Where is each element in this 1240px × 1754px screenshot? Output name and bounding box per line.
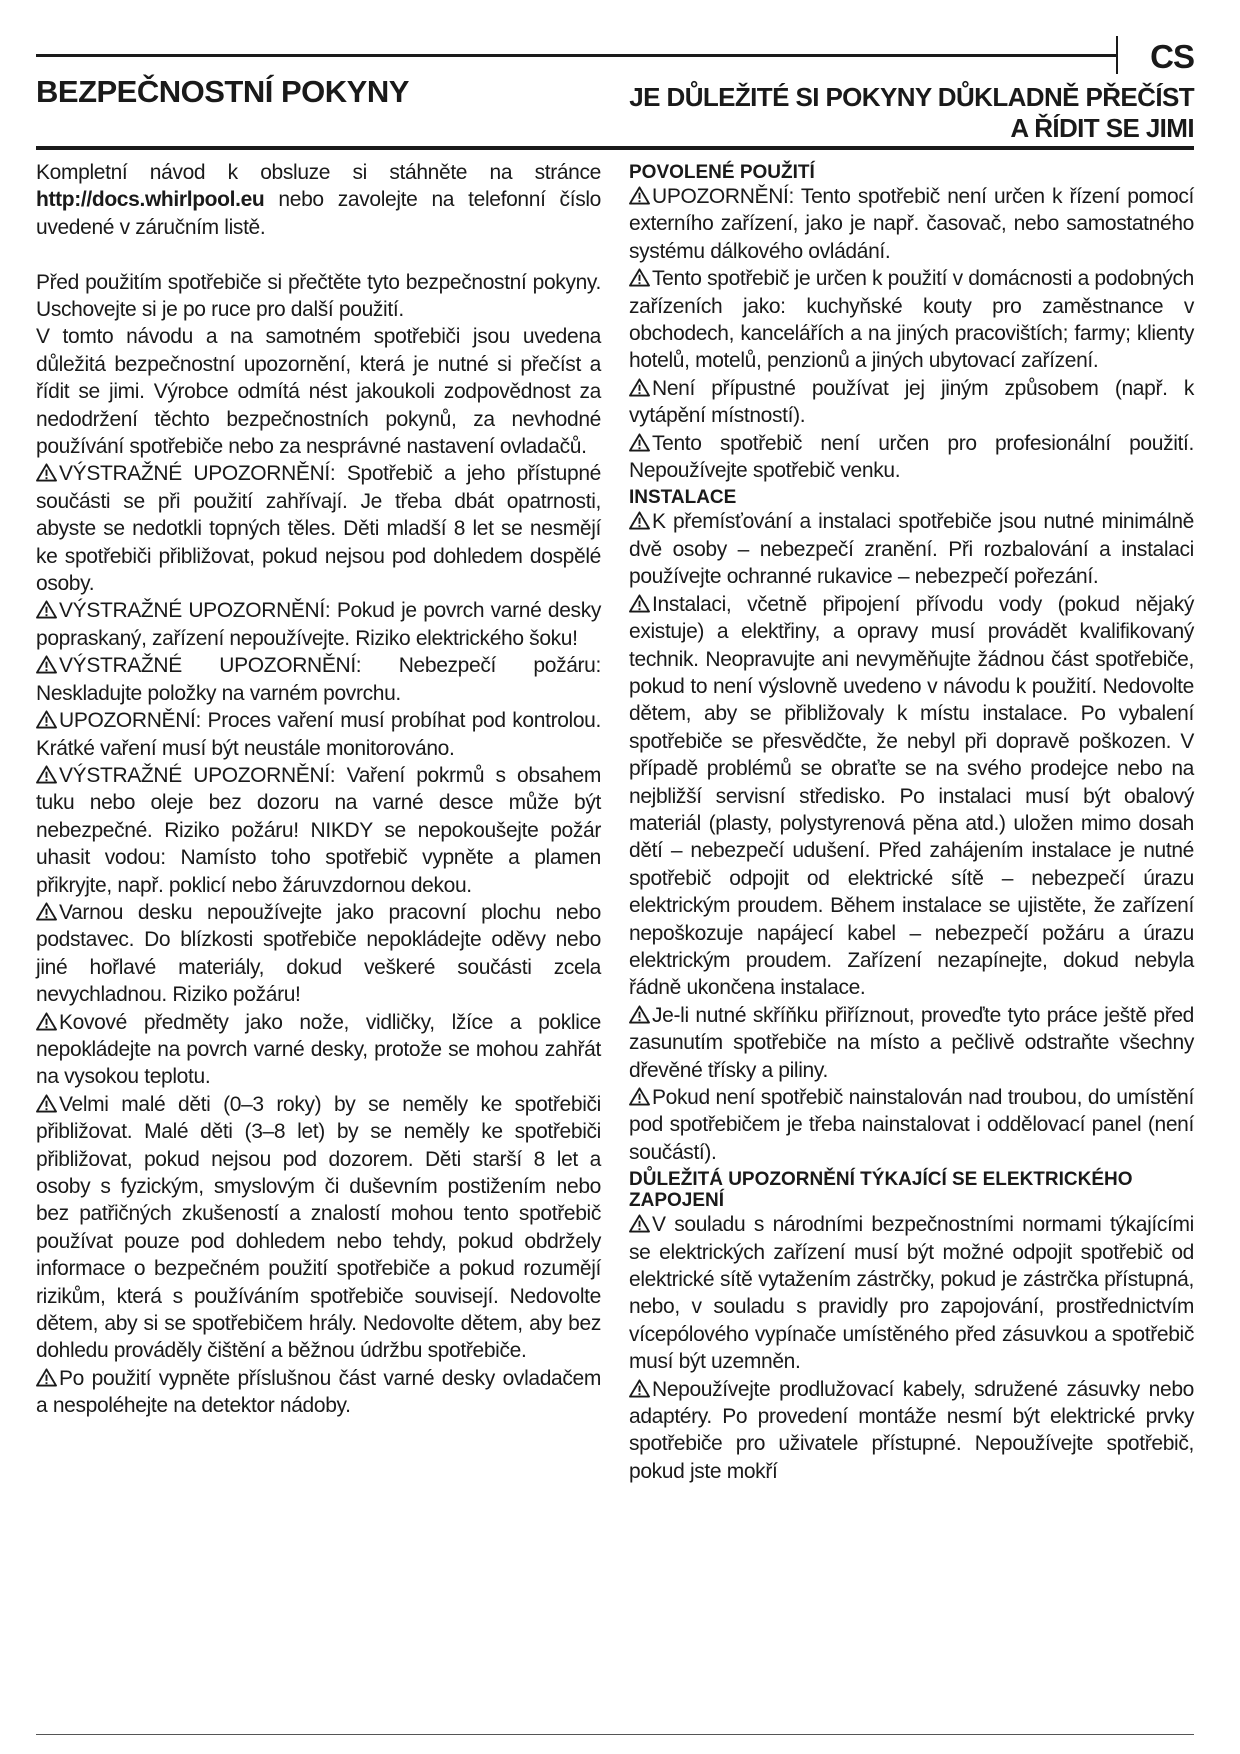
right-column [629, 159, 1194, 1485]
warning-icon [36, 599, 57, 618]
paragraph: Před použitím spotřebiče si přečtěte tyto bezpečnostní pokyny. Uschovejte si je po ruce pro další použití. [36, 270, 601, 322]
left-column [36, 159, 601, 1420]
spacer [36, 241, 601, 268]
warning-paragraph [36, 707, 601, 762]
warning-icon [629, 185, 650, 204]
intro-paragraph [36, 159, 601, 241]
warning-icon [629, 1004, 650, 1023]
warning-paragraph [36, 1365, 601, 1420]
warning-icon [629, 1086, 650, 1105]
bottom-rule [36, 1734, 1194, 1735]
warning-text: Po použití vypněte příslušnou část varné desky ovladačem a nespoléhejte na detektor nádoby. [36, 1366, 601, 1418]
language-divider [1116, 36, 1118, 74]
warning-paragraph [36, 597, 601, 652]
intro-text: Kompletní návod k obsluze si stáhněte na stránce [36, 161, 601, 184]
warning-icon [36, 1367, 57, 1386]
warning-icon [629, 510, 650, 529]
warning-text: Velmi malé děti (0–3 roky) by se neměly ke spotřebiči přibližovat. Malé děti (3–8 let) by se neměly ke spotřebiči přibližovat, pokud nejsou pod dozorem. Děti starší 8 let a osoby s fyzickým, smyslovým či duševním postižením nebo bez patřičných zkušeností a znalostí mohou tento spotřebič používat pouze pod dohledem nebo tehdy, pokud obdržely informace o bezpečném použití spotřebiče a pokud rozumějí rizikům, která s používáním spotřebiče souvisejí. Nedovolte dětem, aby si se spotřebičem hrály. Nedovolte dětem, aby bez dohledu prováděly čištění a běžnou údržbu spotřebiče. [36, 1092, 601, 1363]
warning-text: Tento spotřebič je určen k použití v domácnosti a podobných zařízeních jako: kuchyňské kouty pro zaměstnance v obchodech, kancelářích a na jiných pracovištích; farmy; klienty hotelů, motelů, penzionů a jiných ubytovací zařízení. [629, 267, 1195, 373]
warning-icon [36, 901, 57, 920]
section-heading: DŮLEŽITÁ UPOZORNĚNÍ TÝKAJÍCÍ SE ELEKTRICKÉHO ZAPOJENÍ [629, 1169, 1133, 1212]
subtitle-line: JE DŮLEŽITÉ SI POKYNY DŮKLADNĚ PŘEČÍST [629, 82, 1194, 112]
warning-text: Není přípustné používat jej jiným způsobem (např. k vytápění místností). [629, 376, 1194, 428]
warning-icon [36, 709, 57, 728]
warning-paragraph [629, 1376, 1194, 1486]
language-code: CS [1150, 38, 1194, 75]
warning-icon [36, 1093, 57, 1112]
warning-icon [629, 377, 650, 396]
warning-icon [36, 1011, 57, 1030]
warning-text: VÝSTRAŽNÉ UPOZORNĚNÍ: Pokud je povrch varné desky popraskaný, zařízení nepoužívejte. Riziko elektrického šoku! [36, 599, 601, 650]
warning-text: VÝSTRAŽNÉ UPOZORNĚNÍ: Nebezpečí požáru: Neskladujte položky na varném povrchu. [36, 654, 601, 705]
warning-icon [629, 267, 650, 286]
warning-text: UPOZORNĚNÍ: Tento spotřebič není určen k řízení pomocí externího zařízení, jako je např. časovač, nebo samostatného systému dálkového ovládání. [629, 185, 1194, 263]
page-subtitle [629, 82, 1194, 144]
warning-paragraph [36, 1091, 601, 1365]
warning-text: K přemísťování a instalaci spotřebiče jsou nutné minimálně dvě osoby – nebezpečí zranění. Při rozbalování a instalaci používejte ochranné rukavice – nebezpečí pořezání. [629, 510, 1194, 589]
docs-link[interactable]: http://docs.whirlpool.eu [36, 188, 265, 212]
warning-paragraph [629, 375, 1194, 430]
warning-text: Varnou desku nepoužívejte jako pracovní plochu nebo podstavec. Do blízkosti spotřebiče nepokládejte oděvy nebo jiné hořlavé materiály, dokud veškeré součásti zcela nevychladnou. Riziko požáru! [36, 900, 601, 1007]
warning-text: Nepoužívejte prodlužovací kabely, sdružené zásuvky nebo adaptéry. Po provedení montáže nesmí být elektrické prvky spotřebiče pro uživatele přístupné. Nepoužívejte spotřebič, pokud jste mokří [629, 1377, 1194, 1483]
warning-icon [629, 432, 650, 451]
warning-text: Pokud není spotřebič nainstalován nad troubou, do umístění pod spotřebičem je třeba nainstalovat i oddělovací panel (není součástí). [629, 1086, 1194, 1164]
warning-icon [36, 764, 57, 783]
warning-text: Tento spotřebič není určen pro profesionální použití. Nepoužívejte spotřebič venku. [629, 431, 1194, 483]
warning-paragraph [36, 652, 601, 707]
warning-icon [629, 1378, 650, 1397]
warning-paragraph [629, 265, 1194, 375]
paragraph: V tomto návodu a na samotném spotřebiči jsou uvedena důležitá bezpečnostní upozornění, která je nutné si přečíst a řídit se jimi. Výrobce odmítá nést jakoukoli zodpovědnost za nedodržení těchto bezpečnostních pokynů, za nevhodné používání spotřebiče nebo za nesprávné nastavení ovladačů. [36, 325, 601, 459]
section-heading: INSTALACE [629, 487, 737, 509]
warning-paragraph [629, 1084, 1194, 1166]
warning-text: V souladu s národními bezpečnostními normami týkajícími se elektrických zařízení musí být možné odpojit spotřebič od elektrické sítě vytažením zástrčky, pokud je zástrčka přístupná, nebo, v souladu s pravidly pro zapojování, prostřednictvím vícepólového vypínače umístěného před zásuvkou a spotřebič musí být uzemněn. [629, 1213, 1194, 1374]
warning-paragraph [36, 762, 601, 899]
warning-text: UPOZORNĚNÍ: Proces vaření musí probíhat pod kontrolou. Krátké vaření musí být neustále monitorováno. [36, 709, 601, 760]
top-rule [36, 54, 1116, 57]
warning-paragraph [629, 430, 1194, 485]
warning-paragraph [36, 460, 601, 597]
warning-paragraph [629, 1211, 1194, 1375]
warning-icon [629, 1213, 650, 1232]
warning-text: Kovové předměty jako nože, vidličky, lžíce a poklice nepokládejte na povrch varné desky, protože se mohou zahřát na vysokou teplotu. [36, 1010, 601, 1089]
intro-text: nebo zavolejte na telefonní číslo uvedené v záručním listě. [36, 188, 601, 239]
warning-text: Je-li nutné skříňku přiříznout, proveďte tyto práce ještě před zasunutím spotřebiče na místo a pečlivě odstraňte všechny dřevěné třísky a piliny. [629, 1003, 1194, 1082]
warning-icon [36, 462, 57, 481]
warning-text: Instalaci, včetně připojení přívodu vody (pokud nějaký existuje) a elektřiny, a opravy musí provádět kvalifikovaný technik. Neopravujte ani nevyměňujte žádnou část spotřebiče, pokud to není výslovně uvedeno v návodu k použití. Nedovolte dětem, aby se přibližovaly k místu instalace. Po vybalení spotřebiče se přesvědčte, že nebyl při dopravě poškozen. V případě problémů se obraťte se na svého prodejce nebo na nejbližší servisní středisko. Po instalaci musí být obalový materiál (plasty, polystyrenová pěna atd.) uložen mimo dosah dětí – nebezpečí udušení. Před zahájením instalace je nutné spotřebič odpojit od elektrické sítě – nebezpečí úrazu elektrickým proudem. Během instalace se ujistěte, že zařízení nepoškozuje napájecí kabel – nebezpečí požáru a úrazu elektrickým proudem. Zařízení nezapínejte, dokud nebyla řádně ukončena instalace. [629, 592, 1194, 1000]
page-title: BEZPEČNOSTNÍ POKYNY [36, 74, 409, 109]
warning-paragraph [36, 1009, 601, 1091]
section-heading: POVOLENÉ POUŽITÍ [629, 162, 815, 183]
warning-paragraph [629, 591, 1194, 1002]
warning-paragraph [629, 1002, 1194, 1084]
warning-text: VÝSTRAŽNÉ UPOZORNĚNÍ: Vaření pokrmů s obsahem tuku nebo oleje bez dozoru na varné desce může být nebezpečné. Riziko požáru! NIKDY se nepokoušejte požár uhasit vodou: Namísto toho spotřebič vypněte a plamen přikryjte, např. poklicí nebo žáruvzdornou dekou. [36, 763, 601, 897]
warning-paragraph [629, 508, 1194, 590]
warning-text: VÝSTRAŽNÉ UPOZORNĚNÍ: Spotřebič a jeho přístupné součásti se při použití zahřívají. Je třeba dbát opatrnosti, abyste se nedotkli topných těles. Děti mladší 8 let se nesmějí ke spotřebiči přibližovat, pokud nejsou pod dohledem dospělé osoby. [36, 462, 601, 596]
warning-icon [629, 593, 650, 612]
subtitle-line: A ŘÍDIT SE JIMI [1010, 113, 1194, 143]
warning-icon [36, 654, 57, 673]
header-rule [36, 146, 1194, 150]
warning-paragraph [629, 183, 1194, 265]
warning-paragraph [36, 899, 601, 1009]
